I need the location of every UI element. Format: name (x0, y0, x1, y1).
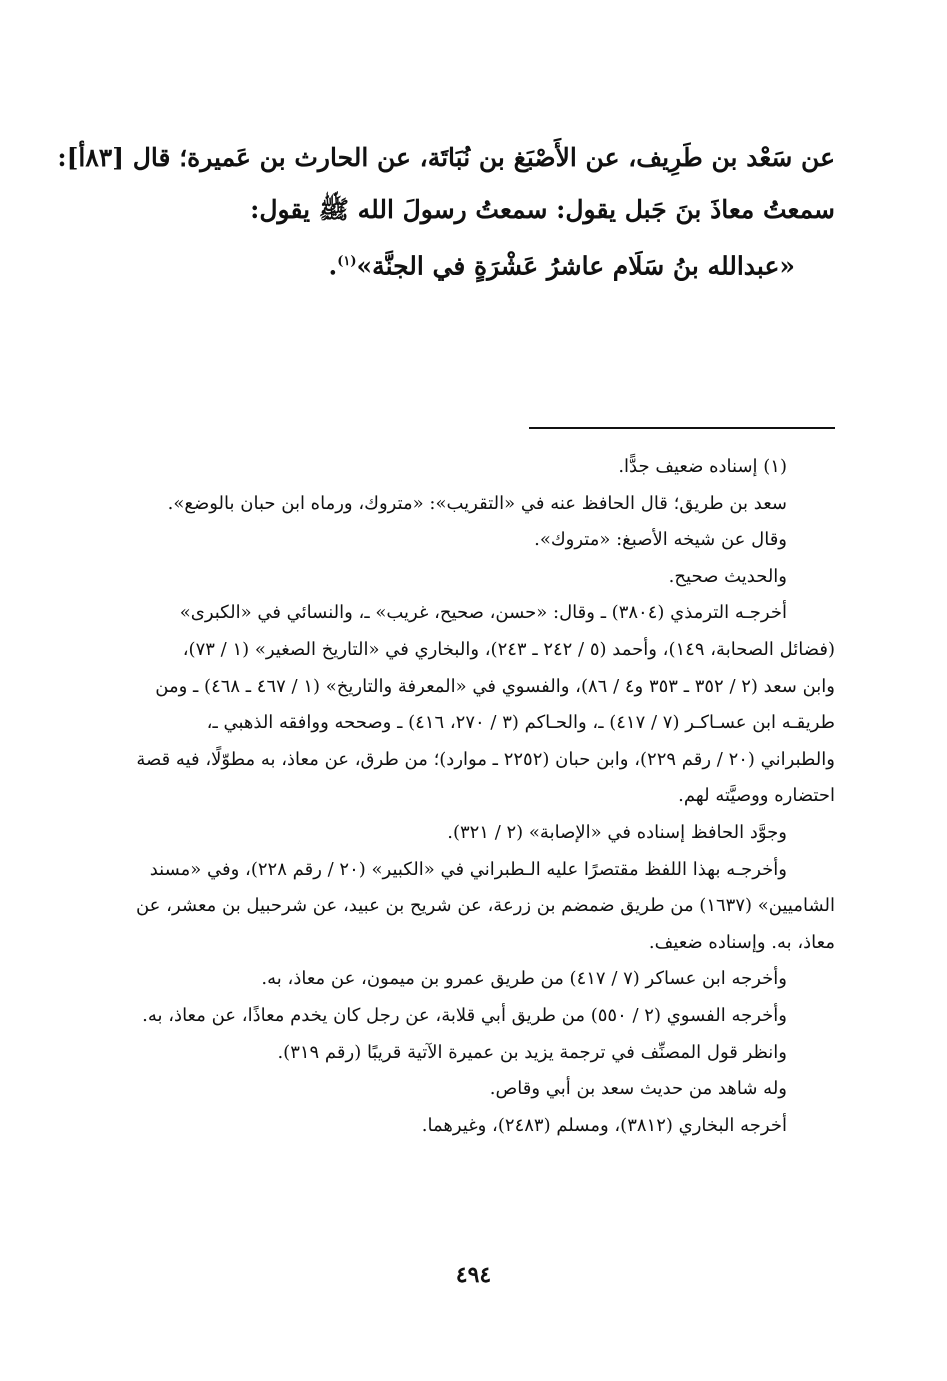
footnote-line: الشاميين» (١٦٣٧) من طريق ضمضم بن زرعة، عن شريح بن عبيد، عن شرحبيل بن معشر، عن (135, 895, 835, 917)
footnote-line: والحديث صحيح. (668, 565, 787, 587)
footnote-line: وابن سعد (٢ / ٣٥٢ ـ ٣٥٣ و٤ / ٨٦)، والفسوي في «المعرفة والتاريخ» (١ / ٤٦٧ ـ ٤٦٨) ـ ومن (155, 675, 835, 697)
footnote-line: معاذ، به. وإسناده ضعيف. (648, 931, 835, 953)
footnote-line: احتضاره ووصيَّته لهم. (678, 785, 835, 807)
hadith-text: «عبدالله بنُ سَلَام عاشرُ عَشْرَةٍ في الجنَّة»$^{(١)}$. (328, 251, 795, 281)
footnotes (110, 449, 835, 1144)
footnote-line: أخرجه البخاري (٣٨١٢)، ومسلم (٢٤٨٣)، وغيرهما. (421, 1114, 787, 1136)
footnote-line: (فضائل الصحابة، ١٤٩)، وأحمد (٥ / ٢٤٢ ـ ٢٤٣)، والبخاري في «التاريخ الصغير» (١ / ٧٣)، (182, 638, 835, 660)
footnote-line: وقال عن شيخه الأصبغ: «متروك». (534, 529, 787, 551)
footnote-line: (١) إسناده ضعيف جدًّا. (618, 456, 787, 477)
footnote-line: وأخرجـه بهذا اللفظ مقتصرًا عليه الـطبراني في «الكبير» (٢٠ / رقم ٢٢٨)، وفي «مسند (149, 858, 787, 880)
isnad-line-1: عن سَعْد بن طَرِيف، عن الأَصْبَغ بن نُبَاتَة، عن الحارث بن عَميرة؛ قال [٨٣أ]: (57, 143, 835, 172)
footnote-separator (529, 427, 835, 429)
main-text (57, 132, 835, 292)
footnote-reference: (١) (337, 254, 357, 269)
footnote-line: وله شاهد من حديث سعد بن أبي وقاص. (489, 1078, 787, 1100)
footnote-line: وأخرجه ابن عساكر (٧ / ٤١٧) من طريق عمرو بن ميمون، عن معاذ، به. (261, 968, 787, 990)
page-number: ٤٩٤ (455, 1262, 492, 1288)
hadith-quote: «عبدالله بنُ سَلَام عاشرُ عَشْرَةٍ في الجنَّة» (356, 251, 795, 281)
isnad-line-2: سمعتُ معاذَ بنَ جَبل يقول: سمعتُ رسولَ الله ﷺ يقول: (250, 195, 835, 224)
footnote-line: وانظر قول المصنِّف في ترجمة يزيد بن عميرة الآتية قريبًا (رقم ٣١٩). (277, 1041, 787, 1063)
footnote-line: أخرجـه الترمذي (٣٨٠٤) ـ وقال: «حسن، صحيح، غريب» ـ، والنسائي في «الكبرى» (179, 602, 787, 624)
footnote-line: والطبراني (٢٠ / رقم ٢٢٩)، وابن حبان (٢٢٥٢ ـ موارد)؛ من طرق، عن معاذ، به مطوّلًا، فيه قصة (136, 748, 835, 770)
footnote-line: سعد بن طريق؛ قال الحافظ عنه في «التقريب»: «متروك، ورماه ابن حبان بالوضع». (167, 492, 787, 514)
footnote-line: وجوَّد الحافظ إسناده في «الإصابة» (٢ / ٣٢١). (447, 821, 787, 843)
footnote-line: طريقـه ابن عسـاكـر (٧ / ٤١٧) ـ، والحـاكم (٣ / ٢٧٠، ٤١٦) ـ وصححه ووافقه الذهبي ـ، (206, 712, 835, 734)
footnote-line: وأخرجه الفسوي (٢ / ٥٥٠) من طريق أبي قلابة، عن رجل كان يخدم معاذًا، عن معاذ، به. (142, 1004, 787, 1026)
